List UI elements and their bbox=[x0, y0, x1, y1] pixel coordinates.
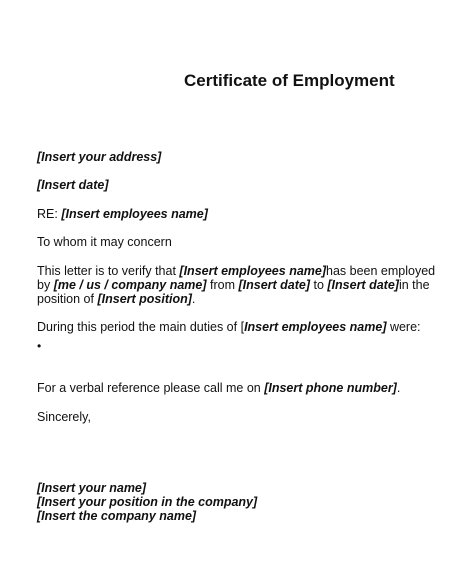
verify-text: in the bbox=[398, 278, 430, 292]
position-placeholder: [Insert position] bbox=[97, 292, 192, 306]
verify-text: position of bbox=[37, 292, 98, 306]
re-line bbox=[37, 207, 208, 222]
verify-text: to bbox=[310, 278, 328, 292]
duties-employee-placeholder: Insert employees name] bbox=[244, 320, 387, 334]
signature-company-placeholder: [Insert the company name] bbox=[37, 509, 197, 523]
verify-text: . bbox=[191, 292, 196, 306]
duties-line bbox=[37, 320, 421, 335]
verify-text: This letter is to verify that bbox=[37, 264, 180, 278]
date-placeholder: [Insert date] bbox=[37, 178, 109, 192]
phone-number-placeholder: [Insert phone number] bbox=[264, 381, 397, 395]
start-date-placeholder: [Insert date] bbox=[238, 278, 311, 292]
company-name-placeholder: [me / us / company name] bbox=[53, 278, 207, 292]
reference-line bbox=[37, 381, 400, 396]
document-title: Certificate of Employment bbox=[184, 71, 395, 90]
signature-name-placeholder: [Insert your name] bbox=[37, 481, 147, 495]
closing: Sincerely, bbox=[37, 410, 91, 424]
end-date-placeholder: [Insert date] bbox=[327, 278, 399, 292]
verify-line-3 bbox=[37, 292, 195, 307]
reference-text: . bbox=[396, 381, 401, 395]
employee-name-placeholder: [Insert employees name] bbox=[179, 264, 327, 278]
re-label: RE: bbox=[37, 207, 58, 221]
duties-text: During this period the main duties of [ bbox=[37, 320, 245, 334]
duties-text: were: bbox=[386, 320, 421, 334]
signature-position-placeholder: [Insert your position in the company] bbox=[37, 495, 258, 509]
re-employee-placeholder: [Insert employees name] bbox=[61, 207, 208, 221]
verify-text: from bbox=[206, 278, 239, 292]
address-placeholder: [Insert your address] bbox=[37, 150, 162, 164]
verify-text: has been employed bbox=[326, 264, 436, 278]
bullet-point: • bbox=[37, 339, 42, 353]
verify-text: by bbox=[37, 278, 54, 292]
verify-line-2 bbox=[37, 278, 430, 293]
salutation: To whom it may concern bbox=[37, 235, 172, 249]
reference-text: For a verbal reference please call me on bbox=[37, 381, 265, 395]
verify-line-1 bbox=[37, 264, 435, 279]
